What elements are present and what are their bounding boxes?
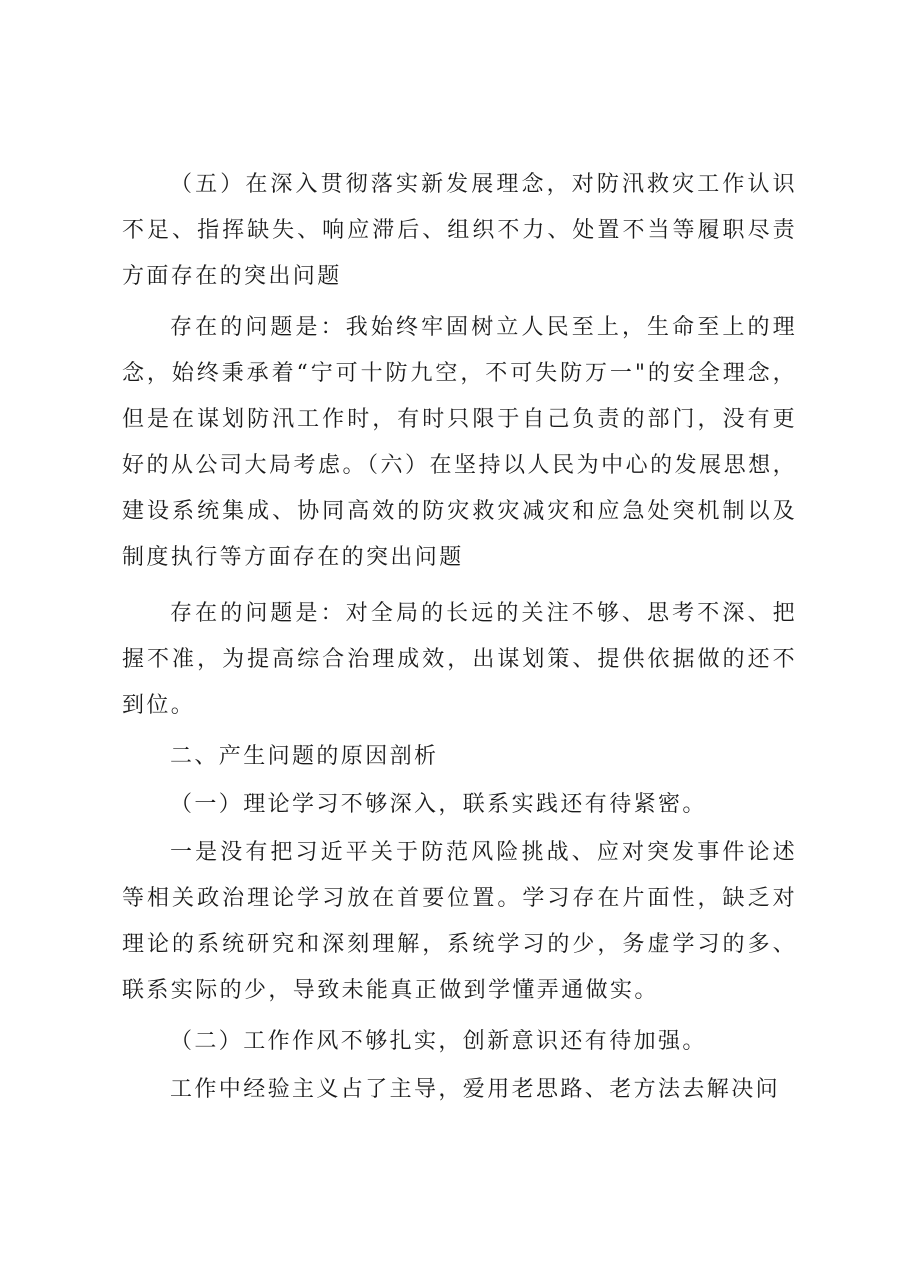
paragraph-problem-two: 存在的问题是：对全局的长远的关注不够、思考不深、把握不准，为提高综合治理成效，出谋划策、提供依据做的还不到位。 [122, 601, 797, 718]
paragraph-cause-one-detail: 一是没有把习近平关于防范风险挑战、应对突发事件论述等相关政治理论学习放在首要位置。学习存在片面性，缺乏对理论的系统研究和深刻理解，系统学习的少，务虚学习的多、联系实际的少，导致未能真正做到学懂弄通做实。 [122, 840, 797, 1003]
subheading-cause-one: （一）理论学习不够深入，联系实践还有待紧密。 [170, 792, 707, 817]
paragraph-cause-two-detail: 工作中经验主义占了主导，爱用老思路、老方法去解决问 [170, 1077, 781, 1102]
paragraph-problem-one: 存在的问题是：我始终牢固树立人民至上，生命至上的理念，始终秉承着“宁可十防九空，不可失防万一"的安全理念，但是在谋划防汛工作时，有时只限于自己负责的部门，没有更好的从公司大局考虑。（六）在坚持以人民为中心的发展思想，建设系统集成、协同高效的防灾救灾减灾和应急处突机制以及制度执行等方面存在的突出问题 [122, 315, 797, 570]
subheading-cause-two: （二）工作作风不够扎实，创新意识还有待加强。 [170, 1029, 707, 1054]
paragraph-section-five-heading: （五）在深入贯彻落实新发展理念，对防汛救灾工作认识不足、指挥缺失、响应滞后、组织不力、处置不当等履职尽责方面存在的突出问题 [122, 172, 797, 289]
heading-cause-analysis: 二、产生问题的原因剖析 [170, 744, 439, 769]
